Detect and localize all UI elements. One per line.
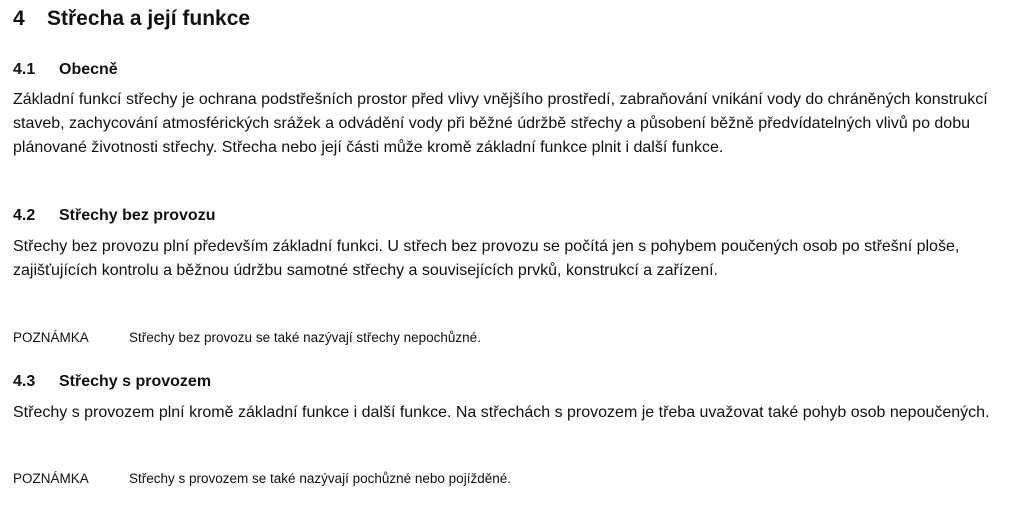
subsection-title: Obecně <box>59 61 118 78</box>
paragraph-4-3: Střechy s provozem plní kromě základní funkce i další funkce. Na střechách s provozem je třeba uvažovat také pohyb osob nepoučených. <box>13 404 990 421</box>
section-heading <box>13 7 250 31</box>
subsection-heading-4-1 <box>13 61 118 79</box>
paragraph-4-2: Střechy bez provozu plní především základní funkci. U střech bez provozu se počítá jen s pohybem poučených osob po střešní ploše, zajišťujících kontrolu a běžnou údržbu samotné střechy a souvisejících prvků, konstrukcí a zařízení. <box>13 238 960 279</box>
note-text: Střechy s provozem se také nazývají pochůzné nebo pojížděné. <box>129 471 511 486</box>
subsection-title: Střechy bez provozu <box>59 207 216 224</box>
section-title: Střecha a její funkce <box>47 7 251 30</box>
subsection-title: Střechy s provozem <box>59 373 212 390</box>
note-label: POZNÁMKA <box>13 330 89 345</box>
section-number: 4 <box>13 7 25 30</box>
subsection-number: 4.3 <box>13 373 36 390</box>
paragraph-4-1: Základní funkcí střechy je ochrana podstřešních prostor před vlivy vnějšího prostředí, zabraňování vnikání vody do chráněných konstrukcí staveb, zachycování atmosférických srážek a odvádění vody při běžné údržbě střechy a působení běžně předvídatelných vlivů po dobu plánované životnosti střechy. Střecha nebo její části může kromě základní funkce plnit i další funkce. <box>13 91 988 156</box>
subsection-heading-4-2 <box>13 207 215 225</box>
note-4-3 <box>13 471 511 486</box>
subsection-heading-4-3 <box>13 373 211 391</box>
subsection-number: 4.2 <box>13 207 36 224</box>
note-text: Střechy bez provozu se také nazývají střechy nepochůzné. <box>129 330 481 345</box>
note-4-2 <box>13 330 481 345</box>
subsection-number: 4.1 <box>13 61 36 78</box>
note-label: POZNÁMKA <box>13 471 89 486</box>
